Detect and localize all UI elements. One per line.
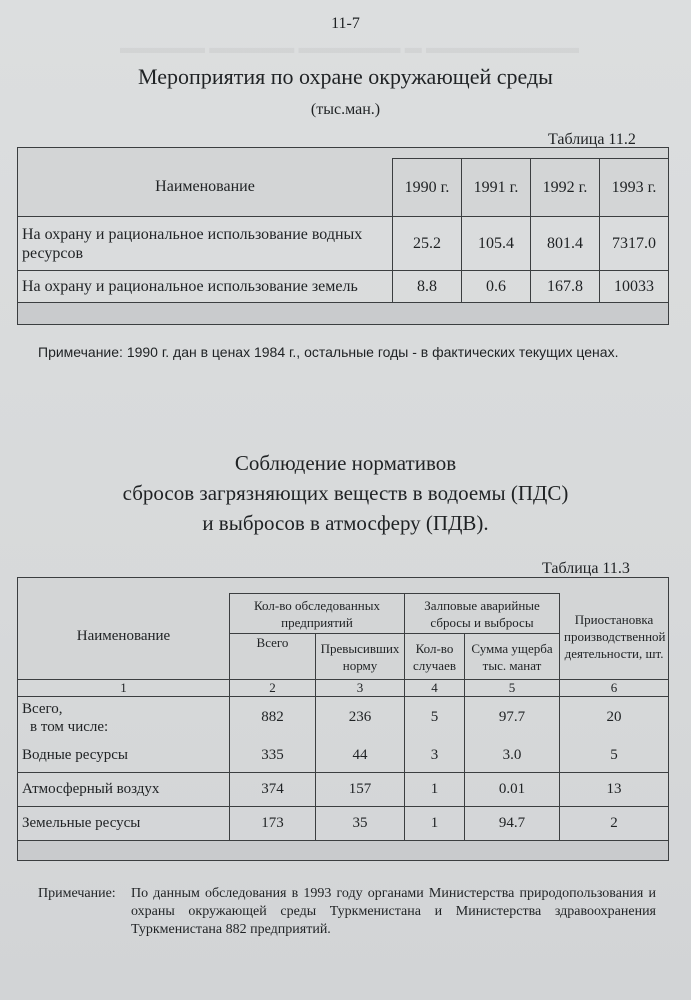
col-number: 3 bbox=[316, 680, 405, 697]
table-header-row bbox=[18, 594, 669, 634]
table-footer-band bbox=[18, 841, 669, 861]
col-number: 6 bbox=[560, 680, 669, 697]
table-row bbox=[18, 697, 669, 739]
header-damage: Сумма ущерба тыс. манат bbox=[465, 634, 560, 680]
title-line: сбросов загрязняющих веществ в водоемы (ПДС) bbox=[122, 481, 569, 505]
cell-value: 1 bbox=[405, 807, 465, 841]
header-group-surveyed: Кол-во обследованных предприятий bbox=[230, 594, 405, 634]
cell-value: 173 bbox=[230, 807, 316, 841]
cell-value: 2 bbox=[560, 807, 669, 841]
cell-value: 3 bbox=[405, 739, 465, 773]
header-cases: Кол-во случаев bbox=[405, 634, 465, 680]
table-footer-band bbox=[18, 303, 669, 325]
title-line: и выбросов в атмосферу (ПДВ). bbox=[202, 511, 489, 535]
section1-note: Примечание: 1990 г. дан в ценах 1984 г., остальные годы - в фактических текущих ценах. bbox=[38, 344, 619, 360]
cell-value: 105.4 bbox=[462, 217, 531, 271]
header-suspension: Приостановка производственной деятельности, шт. bbox=[560, 594, 669, 680]
header-group-accidents: Залповые аварийные сбросы и выбросы bbox=[405, 594, 560, 634]
section2-title bbox=[0, 448, 691, 538]
page-number: 11-7 bbox=[331, 15, 360, 32]
cell-value: 25.2 bbox=[393, 217, 462, 271]
header-year: 1993 г. bbox=[600, 159, 669, 217]
table-11-3-label: Таблица 11.3 bbox=[542, 560, 630, 577]
cell-value: 35 bbox=[316, 807, 405, 841]
row-name: Земельные ресусы bbox=[18, 807, 230, 841]
bleed-through-text: ▬▬▬▬▬ ▬▬▬▬▬ ▬▬▬▬▬▬ ▬ ▬▬▬▬▬▬▬▬▬ bbox=[120, 38, 579, 57]
table-row bbox=[18, 773, 669, 807]
cell-value: 10033 bbox=[600, 271, 669, 303]
cell-value: 5 bbox=[405, 697, 465, 739]
header-year: 1990 г. bbox=[393, 159, 462, 217]
col-number: 1 bbox=[18, 680, 230, 697]
cell-value: 5 bbox=[560, 739, 669, 773]
cell-value: 3.0 bbox=[465, 739, 560, 773]
header-year: 1991 г. bbox=[462, 159, 531, 217]
cell-value: 0.01 bbox=[465, 773, 560, 807]
cell-value: 882 bbox=[230, 697, 316, 739]
cell-value: 157 bbox=[316, 773, 405, 807]
cell-value: 236 bbox=[316, 697, 405, 739]
cell-value: 20 bbox=[560, 697, 669, 739]
row-name-line: в том числе: bbox=[30, 718, 109, 735]
row-name: На охрану и рациональное использование земель bbox=[18, 271, 393, 303]
cell-value: 97.7 bbox=[465, 697, 560, 739]
column-numbers-row bbox=[18, 680, 669, 697]
cell-value: 0.6 bbox=[462, 271, 531, 303]
header-exceeded: Превысивших норму bbox=[316, 634, 405, 680]
row-name: Водные ресурсы bbox=[18, 739, 230, 773]
table-header-band bbox=[18, 148, 669, 159]
title-line: Соблюдение нормативов bbox=[234, 451, 457, 475]
note-text: По данным обследования в 1993 году органами Министерства природопользования и охраны окружающей среды Туркменистана и Министерства здравоохранения Туркменистана 882 предприятий. bbox=[131, 886, 656, 937]
cell-value: 13 bbox=[560, 773, 669, 807]
header-total: Всего bbox=[230, 634, 316, 680]
table-row bbox=[18, 739, 669, 773]
cell-value: 335 bbox=[230, 739, 316, 773]
note-label: Примечание: bbox=[38, 886, 116, 901]
table-11-2 bbox=[17, 147, 669, 325]
section1-title: Мероприятия по охране окружающей среды bbox=[138, 64, 553, 89]
table-header-band bbox=[18, 578, 669, 594]
table-11-2-label: Таблица 11.2 bbox=[548, 131, 636, 148]
section1-unit: (тыс.ман.) bbox=[310, 101, 381, 118]
cell-value: 8.8 bbox=[393, 271, 462, 303]
row-name-line: Всего, bbox=[22, 700, 63, 717]
col-number: 4 bbox=[405, 680, 465, 697]
table-header-row bbox=[18, 159, 669, 217]
cell-value: 94.7 bbox=[465, 807, 560, 841]
table-row bbox=[18, 807, 669, 841]
col-number: 2 bbox=[230, 680, 316, 697]
cell-value: 801.4 bbox=[531, 217, 600, 271]
cell-value: 1 bbox=[405, 773, 465, 807]
header-name: Наименование bbox=[18, 159, 393, 217]
cell-value: 44 bbox=[316, 739, 405, 773]
header-year: 1992 г. bbox=[531, 159, 600, 217]
table-row bbox=[18, 217, 669, 271]
col-number: 5 bbox=[465, 680, 560, 697]
row-name: Атмосферный воздух bbox=[18, 773, 230, 807]
cell-value: 374 bbox=[230, 773, 316, 807]
header-name: Наименование bbox=[18, 594, 230, 680]
cell-value: 167.8 bbox=[531, 271, 600, 303]
cell-value: 7317.0 bbox=[600, 217, 669, 271]
row-name bbox=[18, 697, 230, 739]
table-row bbox=[18, 271, 669, 303]
table-11-3 bbox=[17, 577, 669, 861]
row-name: На охрану и рациональное использование водных ресурсов bbox=[18, 217, 393, 271]
